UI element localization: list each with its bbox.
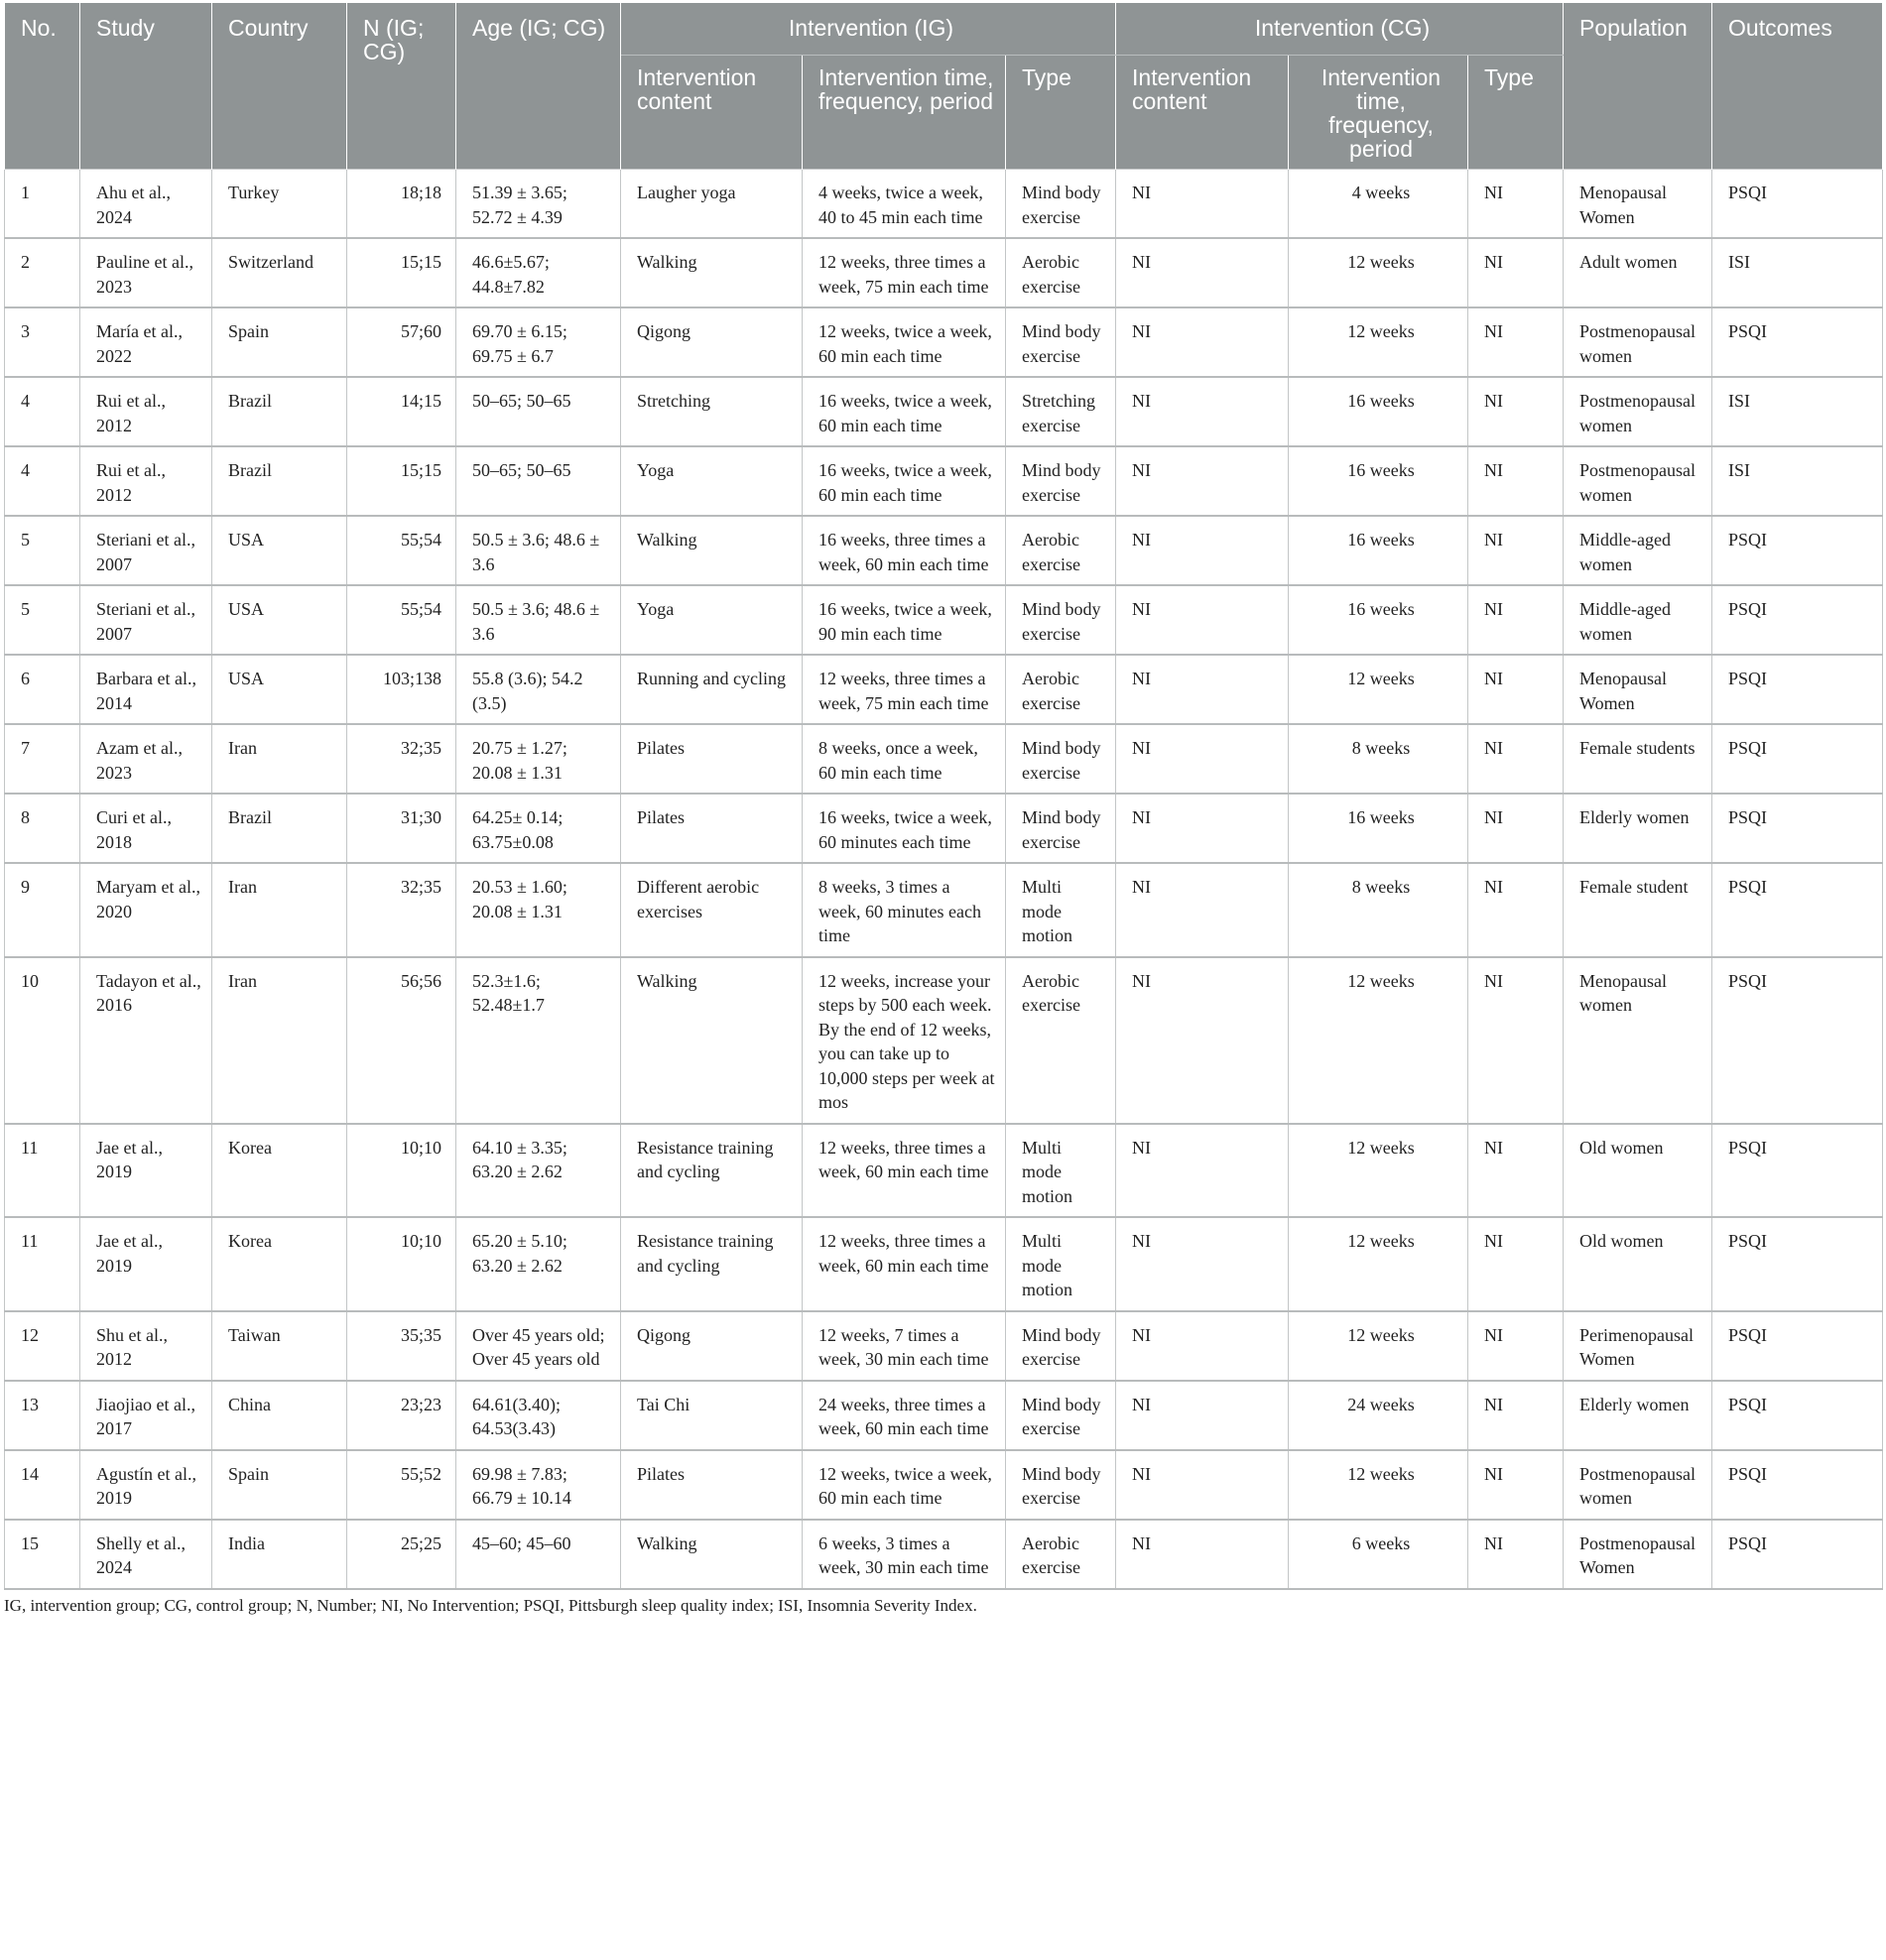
cell-cg-content: NI <box>1116 1520 1289 1589</box>
cell-cg-time: 12 weeks <box>1289 307 1468 377</box>
table-container <box>4 3 1882 1616</box>
cell-population: Old women <box>1564 1217 1712 1311</box>
cell-age: 20.53 ± 1.60; 20.08 ± 1.31 <box>456 863 621 957</box>
header-group-ig: Intervention (IG) <box>621 3 1116 56</box>
cell-no: 11 <box>5 1124 80 1218</box>
header-cg-time: Intervention time, frequency, period <box>1289 56 1468 170</box>
cell-ig-type: Aerobic exercise <box>1006 516 1116 585</box>
cell-ig-content: Walking <box>621 238 803 307</box>
cell-cg-type: NI <box>1468 794 1564 863</box>
cell-population: Elderly women <box>1564 1381 1712 1450</box>
cell-cg-time: 12 weeks <box>1289 1217 1468 1311</box>
table-row <box>5 170 1883 239</box>
cell-ig-content: Pilates <box>621 1450 803 1520</box>
cell-cg-time: 12 weeks <box>1289 1311 1468 1381</box>
cell-country: Turkey <box>212 170 347 239</box>
header-ig-content: Intervention content <box>621 56 803 170</box>
cell-country: Korea <box>212 1124 347 1218</box>
cell-no: 4 <box>5 446 80 516</box>
cell-cg-content: NI <box>1116 794 1289 863</box>
cell-country: USA <box>212 516 347 585</box>
cell-outcomes: PSQI <box>1712 655 1883 724</box>
cell-no: 9 <box>5 863 80 957</box>
cell-ig-time: 16 weeks, twice a week, 60 minutes each time <box>803 794 1006 863</box>
cell-age: 50.5 ± 3.6; 48.6 ± 3.6 <box>456 516 621 585</box>
header-group-cg: Intervention (CG) <box>1116 3 1564 56</box>
cell-n: 35;35 <box>347 1311 456 1381</box>
cell-cg-type: NI <box>1468 238 1564 307</box>
cell-ig-time: 4 weeks, twice a week, 40 to 45 min each time <box>803 170 1006 239</box>
cell-age: 46.6±5.67; 44.8±7.82 <box>456 238 621 307</box>
cell-study: Rui et al., 2012 <box>80 446 212 516</box>
cell-cg-time: 12 weeks <box>1289 655 1468 724</box>
cell-cg-content: NI <box>1116 516 1289 585</box>
cell-population: Menopausal Women <box>1564 170 1712 239</box>
table-row <box>5 655 1883 724</box>
cell-population: Postmenopausal women <box>1564 377 1712 446</box>
cell-cg-time: 8 weeks <box>1289 724 1468 794</box>
cell-cg-time: 12 weeks <box>1289 1124 1468 1218</box>
cell-ig-time: 6 weeks, 3 times a week, 30 min each time <box>803 1520 1006 1589</box>
cell-cg-type: NI <box>1468 1450 1564 1520</box>
cell-ig-content: Walking <box>621 957 803 1124</box>
cell-outcomes: PSQI <box>1712 1381 1883 1450</box>
table-row <box>5 1311 1883 1381</box>
cell-outcomes: PSQI <box>1712 1217 1883 1311</box>
cell-ig-time: 16 weeks, twice a week, 60 min each time <box>803 377 1006 446</box>
cell-ig-time: 8 weeks, once a week, 60 min each time <box>803 724 1006 794</box>
cell-ig-content: Resistance training and cycling <box>621 1217 803 1311</box>
cell-age: 52.3±1.6; 52.48±1.7 <box>456 957 621 1124</box>
cell-no: 1 <box>5 170 80 239</box>
cell-ig-content: Yoga <box>621 585 803 655</box>
cell-study: Jae et al., 2019 <box>80 1217 212 1311</box>
cell-study: Shu et al., 2012 <box>80 1311 212 1381</box>
header-country: Country <box>212 3 347 170</box>
cell-age: 69.70 ± 6.15; 69.75 ± 6.7 <box>456 307 621 377</box>
cell-population: Female student <box>1564 863 1712 957</box>
cell-ig-type: Mind body exercise <box>1006 1450 1116 1520</box>
header-cg-type: Type <box>1468 56 1564 170</box>
cell-n: 31;30 <box>347 794 456 863</box>
cell-country: Korea <box>212 1217 347 1311</box>
cell-study: Jiaojiao et al., 2017 <box>80 1381 212 1450</box>
cell-no: 8 <box>5 794 80 863</box>
header-population: Population <box>1564 3 1712 170</box>
cell-population: Adult women <box>1564 238 1712 307</box>
cell-n: 10;10 <box>347 1217 456 1311</box>
cell-study: Agustín et al., 2019 <box>80 1450 212 1520</box>
cell-cg-type: NI <box>1468 446 1564 516</box>
cell-n: 25;25 <box>347 1520 456 1589</box>
cell-cg-content: NI <box>1116 585 1289 655</box>
cell-age: 51.39 ± 3.65; 52.72 ± 4.39 <box>456 170 621 239</box>
table-row <box>5 238 1883 307</box>
table-row <box>5 1381 1883 1450</box>
cell-no: 7 <box>5 724 80 794</box>
cell-country: USA <box>212 585 347 655</box>
cell-no: 14 <box>5 1450 80 1520</box>
study-characteristics-table <box>4 3 1883 1590</box>
cell-country: Iran <box>212 957 347 1124</box>
cell-population: Old women <box>1564 1124 1712 1218</box>
cell-no: 2 <box>5 238 80 307</box>
cell-cg-type: NI <box>1468 1311 1564 1381</box>
cell-country: Brazil <box>212 794 347 863</box>
cell-age: 50–65; 50–65 <box>456 446 621 516</box>
cell-country: Spain <box>212 1450 347 1520</box>
cell-study: Pauline et al., 2023 <box>80 238 212 307</box>
cell-outcomes: PSQI <box>1712 1124 1883 1218</box>
cell-country: Brazil <box>212 446 347 516</box>
cell-ig-type: Aerobic exercise <box>1006 957 1116 1124</box>
cell-age: 64.61(3.40); 64.53(3.43) <box>456 1381 621 1450</box>
cell-ig-content: Different aerobic exercises <box>621 863 803 957</box>
cell-cg-time: 16 weeks <box>1289 794 1468 863</box>
header-ig-time: Intervention time, frequency, period <box>803 56 1006 170</box>
cell-ig-content: Walking <box>621 516 803 585</box>
cell-ig-type: Multi mode motion <box>1006 863 1116 957</box>
cell-cg-time: 16 weeks <box>1289 377 1468 446</box>
cell-population: Postmenopausal women <box>1564 446 1712 516</box>
cell-population: Postmenopausal women <box>1564 1450 1712 1520</box>
table-row <box>5 957 1883 1124</box>
cell-age: 64.25± 0.14; 63.75±0.08 <box>456 794 621 863</box>
cell-ig-type: Multi mode motion <box>1006 1124 1116 1218</box>
cell-ig-type: Aerobic exercise <box>1006 655 1116 724</box>
cell-ig-type: Multi mode motion <box>1006 1217 1116 1311</box>
cell-study: Ahu et al., 2024 <box>80 170 212 239</box>
cell-outcomes: PSQI <box>1712 516 1883 585</box>
cell-ig-content: Resistance training and cycling <box>621 1124 803 1218</box>
cell-n: 23;23 <box>347 1381 456 1450</box>
cell-n: 32;35 <box>347 724 456 794</box>
header-age: Age (IG; CG) <box>456 3 621 170</box>
cell-outcomes: ISI <box>1712 238 1883 307</box>
cell-n: 32;35 <box>347 863 456 957</box>
cell-cg-content: NI <box>1116 307 1289 377</box>
cell-cg-content: NI <box>1116 446 1289 516</box>
cell-cg-content: NI <box>1116 1217 1289 1311</box>
cell-cg-content: NI <box>1116 655 1289 724</box>
cell-n: 10;10 <box>347 1124 456 1218</box>
cell-outcomes: PSQI <box>1712 1311 1883 1381</box>
cell-age: 55.8 (3.6); 54.2 (3.5) <box>456 655 621 724</box>
cell-ig-time: 16 weeks, twice a week, 60 min each time <box>803 446 1006 516</box>
cell-ig-content: Tai Chi <box>621 1381 803 1450</box>
cell-outcomes: PSQI <box>1712 957 1883 1124</box>
table-row <box>5 516 1883 585</box>
cell-cg-content: NI <box>1116 1450 1289 1520</box>
cell-n: 57;60 <box>347 307 456 377</box>
cell-n: 15;15 <box>347 238 456 307</box>
table-row <box>5 446 1883 516</box>
cell-cg-time: 16 weeks <box>1289 516 1468 585</box>
header-no: No. <box>5 3 80 170</box>
cell-ig-time: 12 weeks, three times a week, 60 min each time <box>803 1217 1006 1311</box>
cell-cg-time: 24 weeks <box>1289 1381 1468 1450</box>
cell-cg-content: NI <box>1116 863 1289 957</box>
cell-outcomes: PSQI <box>1712 585 1883 655</box>
cell-no: 6 <box>5 655 80 724</box>
cell-country: USA <box>212 655 347 724</box>
cell-no: 11 <box>5 1217 80 1311</box>
cell-cg-time: 16 weeks <box>1289 446 1468 516</box>
cell-outcomes: PSQI <box>1712 724 1883 794</box>
cell-cg-type: NI <box>1468 724 1564 794</box>
cell-age: 64.10 ± 3.35; 63.20 ± 2.62 <box>456 1124 621 1218</box>
cell-country: Switzerland <box>212 238 347 307</box>
cell-study: Barbara et al., 2014 <box>80 655 212 724</box>
cell-cg-type: NI <box>1468 863 1564 957</box>
cell-ig-type: Mind body exercise <box>1006 446 1116 516</box>
cell-cg-type: NI <box>1468 307 1564 377</box>
table-footnote: IG, intervention group; CG, control group; N, Number; NI, No Intervention; PSQI, Pittsburgh sleep quality index; ISI, Insomnia Severity Index. <box>4 1595 977 1615</box>
cell-study: Curi et al., 2018 <box>80 794 212 863</box>
cell-age: 20.75 ± 1.27; 20.08 ± 1.31 <box>456 724 621 794</box>
cell-cg-content: NI <box>1116 170 1289 239</box>
cell-no: 10 <box>5 957 80 1124</box>
cell-cg-type: NI <box>1468 377 1564 446</box>
cell-ig-time: 16 weeks, twice a week, 90 min each time <box>803 585 1006 655</box>
cell-population: Postmenopausal Women <box>1564 1520 1712 1589</box>
cell-ig-content: Running and cycling <box>621 655 803 724</box>
cell-cg-content: NI <box>1116 238 1289 307</box>
cell-cg-time: 12 weeks <box>1289 238 1468 307</box>
cell-n: 55;54 <box>347 516 456 585</box>
cell-n: 55;52 <box>347 1450 456 1520</box>
cell-cg-content: NI <box>1116 1124 1289 1218</box>
cell-ig-type: Mind body exercise <box>1006 724 1116 794</box>
table-row <box>5 794 1883 863</box>
cell-cg-content: NI <box>1116 1381 1289 1450</box>
cell-population: Middle-aged women <box>1564 516 1712 585</box>
table-row <box>5 377 1883 446</box>
cell-cg-time: 6 weeks <box>1289 1520 1468 1589</box>
cell-n: 103;138 <box>347 655 456 724</box>
cell-cg-content: NI <box>1116 957 1289 1124</box>
cell-ig-time: 12 weeks, three times a week, 60 min each time <box>803 1124 1006 1218</box>
cell-cg-type: NI <box>1468 1124 1564 1218</box>
cell-ig-time: 12 weeks, three times a week, 75 min each time <box>803 655 1006 724</box>
cell-country: Taiwan <box>212 1311 347 1381</box>
cell-ig-time: 24 weeks, three times a week, 60 min each time <box>803 1381 1006 1450</box>
cell-population: Elderly women <box>1564 794 1712 863</box>
cell-population: Menopausal Women <box>1564 655 1712 724</box>
header-ig-type: Type <box>1006 56 1116 170</box>
cell-ig-content: Laugher yoga <box>621 170 803 239</box>
cell-no: 5 <box>5 516 80 585</box>
cell-cg-time: 4 weeks <box>1289 170 1468 239</box>
header-cg-content: Intervention content <box>1116 56 1289 170</box>
cell-ig-type: Mind body exercise <box>1006 170 1116 239</box>
header-study: Study <box>80 3 212 170</box>
cell-n: 15;15 <box>347 446 456 516</box>
cell-age: 69.98 ± 7.83; 66.79 ± 10.14 <box>456 1450 621 1520</box>
cell-country: India <box>212 1520 347 1589</box>
cell-ig-time: 12 weeks, increase your steps by 500 each week. By the end of 12 weeks, you can take up to 10,000 steps per week at mos <box>803 957 1006 1124</box>
cell-cg-type: NI <box>1468 957 1564 1124</box>
cell-outcomes: PSQI <box>1712 794 1883 863</box>
cell-population: Middle-aged women <box>1564 585 1712 655</box>
cell-n: 14;15 <box>347 377 456 446</box>
table-row <box>5 1124 1883 1218</box>
cell-study: Shelly et al., 2024 <box>80 1520 212 1589</box>
table-row <box>5 863 1883 957</box>
cell-study: Rui et al., 2012 <box>80 377 212 446</box>
cell-outcomes: PSQI <box>1712 1450 1883 1520</box>
cell-cg-type: NI <box>1468 1520 1564 1589</box>
cell-outcomes: PSQI <box>1712 1520 1883 1589</box>
cell-ig-time: 16 weeks, three times a week, 60 min each time <box>803 516 1006 585</box>
table-header <box>5 3 1883 170</box>
cell-ig-type: Stretching exercise <box>1006 377 1116 446</box>
cell-n: 56;56 <box>347 957 456 1124</box>
table-row <box>5 724 1883 794</box>
cell-n: 18;18 <box>347 170 456 239</box>
cell-population: Menopausal women <box>1564 957 1712 1124</box>
cell-no: 12 <box>5 1311 80 1381</box>
cell-cg-time: 16 weeks <box>1289 585 1468 655</box>
cell-ig-time: 12 weeks, twice a week, 60 min each time <box>803 307 1006 377</box>
cell-cg-type: NI <box>1468 1217 1564 1311</box>
cell-country: China <box>212 1381 347 1450</box>
cell-cg-type: NI <box>1468 516 1564 585</box>
cell-country: Brazil <box>212 377 347 446</box>
cell-study: María et al., 2022 <box>80 307 212 377</box>
cell-age: 50–65; 50–65 <box>456 377 621 446</box>
cell-cg-content: NI <box>1116 377 1289 446</box>
cell-outcomes: ISI <box>1712 446 1883 516</box>
cell-ig-type: Aerobic exercise <box>1006 1520 1116 1589</box>
cell-cg-type: NI <box>1468 655 1564 724</box>
cell-ig-content: Walking <box>621 1520 803 1589</box>
cell-ig-content: Stretching <box>621 377 803 446</box>
cell-no: 15 <box>5 1520 80 1589</box>
cell-ig-type: Mind body exercise <box>1006 1311 1116 1381</box>
table-row <box>5 307 1883 377</box>
cell-study: Steriani et al., 2007 <box>80 585 212 655</box>
cell-ig-content: Pilates <box>621 794 803 863</box>
cell-outcomes: PSQI <box>1712 307 1883 377</box>
cell-age: Over 45 years old; Over 45 years old <box>456 1311 621 1381</box>
cell-population: Perimenopausal Women <box>1564 1311 1712 1381</box>
cell-ig-content: Qigong <box>621 1311 803 1381</box>
cell-no: 3 <box>5 307 80 377</box>
cell-cg-time: 8 weeks <box>1289 863 1468 957</box>
cell-no: 5 <box>5 585 80 655</box>
cell-ig-content: Qigong <box>621 307 803 377</box>
table-row <box>5 1520 1883 1589</box>
table-row <box>5 1450 1883 1520</box>
cell-cg-time: 12 weeks <box>1289 957 1468 1124</box>
cell-country: Spain <box>212 307 347 377</box>
cell-outcomes: PSQI <box>1712 863 1883 957</box>
cell-ig-time: 8 weeks, 3 times a week, 60 minutes each time <box>803 863 1006 957</box>
cell-ig-content: Yoga <box>621 446 803 516</box>
cell-ig-content: Pilates <box>621 724 803 794</box>
cell-outcomes: PSQI <box>1712 170 1883 239</box>
cell-ig-time: 12 weeks, three times a week, 75 min each time <box>803 238 1006 307</box>
cell-population: Postmenopausal women <box>1564 307 1712 377</box>
cell-country: Iran <box>212 724 347 794</box>
cell-study: Azam et al., 2023 <box>80 724 212 794</box>
cell-ig-type: Mind body exercise <box>1006 585 1116 655</box>
cell-no: 13 <box>5 1381 80 1450</box>
table-body <box>5 170 1883 1589</box>
cell-country: Iran <box>212 863 347 957</box>
cell-cg-content: NI <box>1116 724 1289 794</box>
table-row <box>5 1217 1883 1311</box>
cell-age: 50.5 ± 3.6; 48.6 ± 3.6 <box>456 585 621 655</box>
cell-study: Tadayon et al., 2016 <box>80 957 212 1124</box>
cell-cg-type: NI <box>1468 585 1564 655</box>
cell-cg-type: NI <box>1468 1381 1564 1450</box>
cell-ig-time: 12 weeks, twice a week, 60 min each time <box>803 1450 1006 1520</box>
cell-study: Maryam et al., 2020 <box>80 863 212 957</box>
cell-ig-type: Mind body exercise <box>1006 1381 1116 1450</box>
cell-age: 45–60; 45–60 <box>456 1520 621 1589</box>
cell-n: 55;54 <box>347 585 456 655</box>
cell-outcomes: ISI <box>1712 377 1883 446</box>
header-outcomes: Outcomes <box>1712 3 1883 170</box>
cell-ig-time: 12 weeks, 7 times a week, 30 min each time <box>803 1311 1006 1381</box>
cell-cg-type: NI <box>1468 170 1564 239</box>
cell-population: Female students <box>1564 724 1712 794</box>
cell-cg-content: NI <box>1116 1311 1289 1381</box>
cell-ig-type: Mind body exercise <box>1006 794 1116 863</box>
header-n: N (IG; CG) <box>347 3 456 170</box>
cell-age: 65.20 ± 5.10; 63.20 ± 2.62 <box>456 1217 621 1311</box>
cell-ig-type: Mind body exercise <box>1006 307 1116 377</box>
table-row <box>5 585 1883 655</box>
cell-cg-time: 12 weeks <box>1289 1450 1468 1520</box>
cell-no: 4 <box>5 377 80 446</box>
cell-ig-type: Aerobic exercise <box>1006 238 1116 307</box>
cell-study: Jae et al., 2019 <box>80 1124 212 1218</box>
cell-study: Steriani et al., 2007 <box>80 516 212 585</box>
